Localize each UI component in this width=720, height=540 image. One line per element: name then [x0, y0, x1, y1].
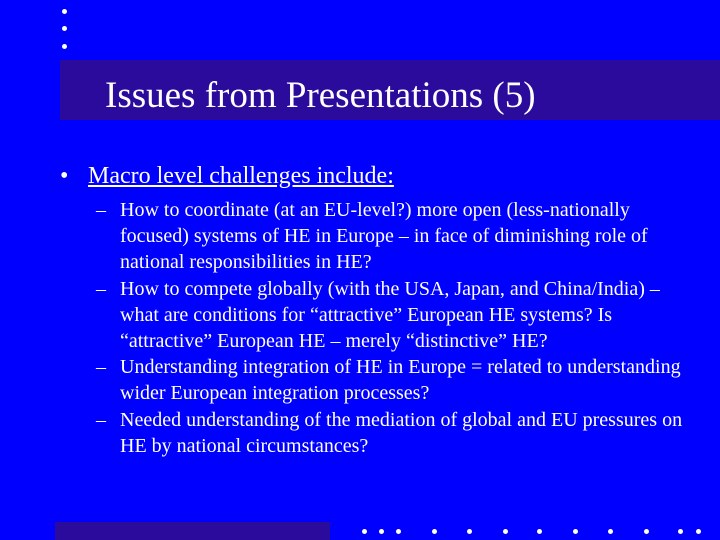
decor-dot — [62, 26, 67, 31]
decor-dot — [608, 529, 613, 534]
sub-bullet-text: How to compete globally (with the USA, Japan, and China/India) – what are conditions for “attractive” European HE systems? Is “attractive” European HE – merely “distinctive” HE? — [120, 277, 660, 353]
decor-dot — [362, 529, 367, 534]
sub-bullet-text: Needed understanding of the mediation of global and EU pressures on HE by national circumstances? — [120, 408, 683, 457]
sub-bullet-item — [96, 354, 696, 406]
decor-dot — [537, 529, 542, 534]
bullet-marker: • — [60, 163, 69, 189]
sub-bullet-text: Understanding integration of HE in Europe = related to understanding wider European integration processes? — [120, 356, 681, 405]
decor-dot — [467, 529, 472, 534]
decor-dot — [62, 9, 67, 14]
slide-title: Issues from Presentations (5) — [105, 75, 536, 116]
sub-bullet-item — [96, 197, 696, 276]
dash-marker: – — [96, 277, 106, 300]
decor-dot — [503, 529, 508, 534]
sub-bullet-list — [96, 197, 696, 459]
dash-marker: – — [96, 199, 106, 221]
bottom-bar — [55, 522, 330, 540]
decor-dot — [396, 529, 401, 534]
dash-marker: – — [96, 408, 106, 431]
main-bullet-text: Macro level challenges include: — [88, 163, 394, 189]
sub-bullet-item — [96, 407, 696, 459]
decor-dot — [573, 529, 578, 534]
dash-marker: – — [96, 356, 106, 379]
sub-bullet-text: How to coordinate (at an EU-level?) more open (less-nationally focused) systems of HE in Europe – in face of diminishing role of national responsibilities in HE? — [120, 199, 648, 274]
decor-dot — [62, 44, 67, 49]
sub-bullet-item — [96, 276, 696, 355]
decor-dot — [678, 529, 683, 534]
decor-dot — [432, 529, 437, 534]
decor-dot — [696, 529, 701, 534]
decor-dot — [379, 529, 384, 534]
decor-dot — [644, 529, 649, 534]
